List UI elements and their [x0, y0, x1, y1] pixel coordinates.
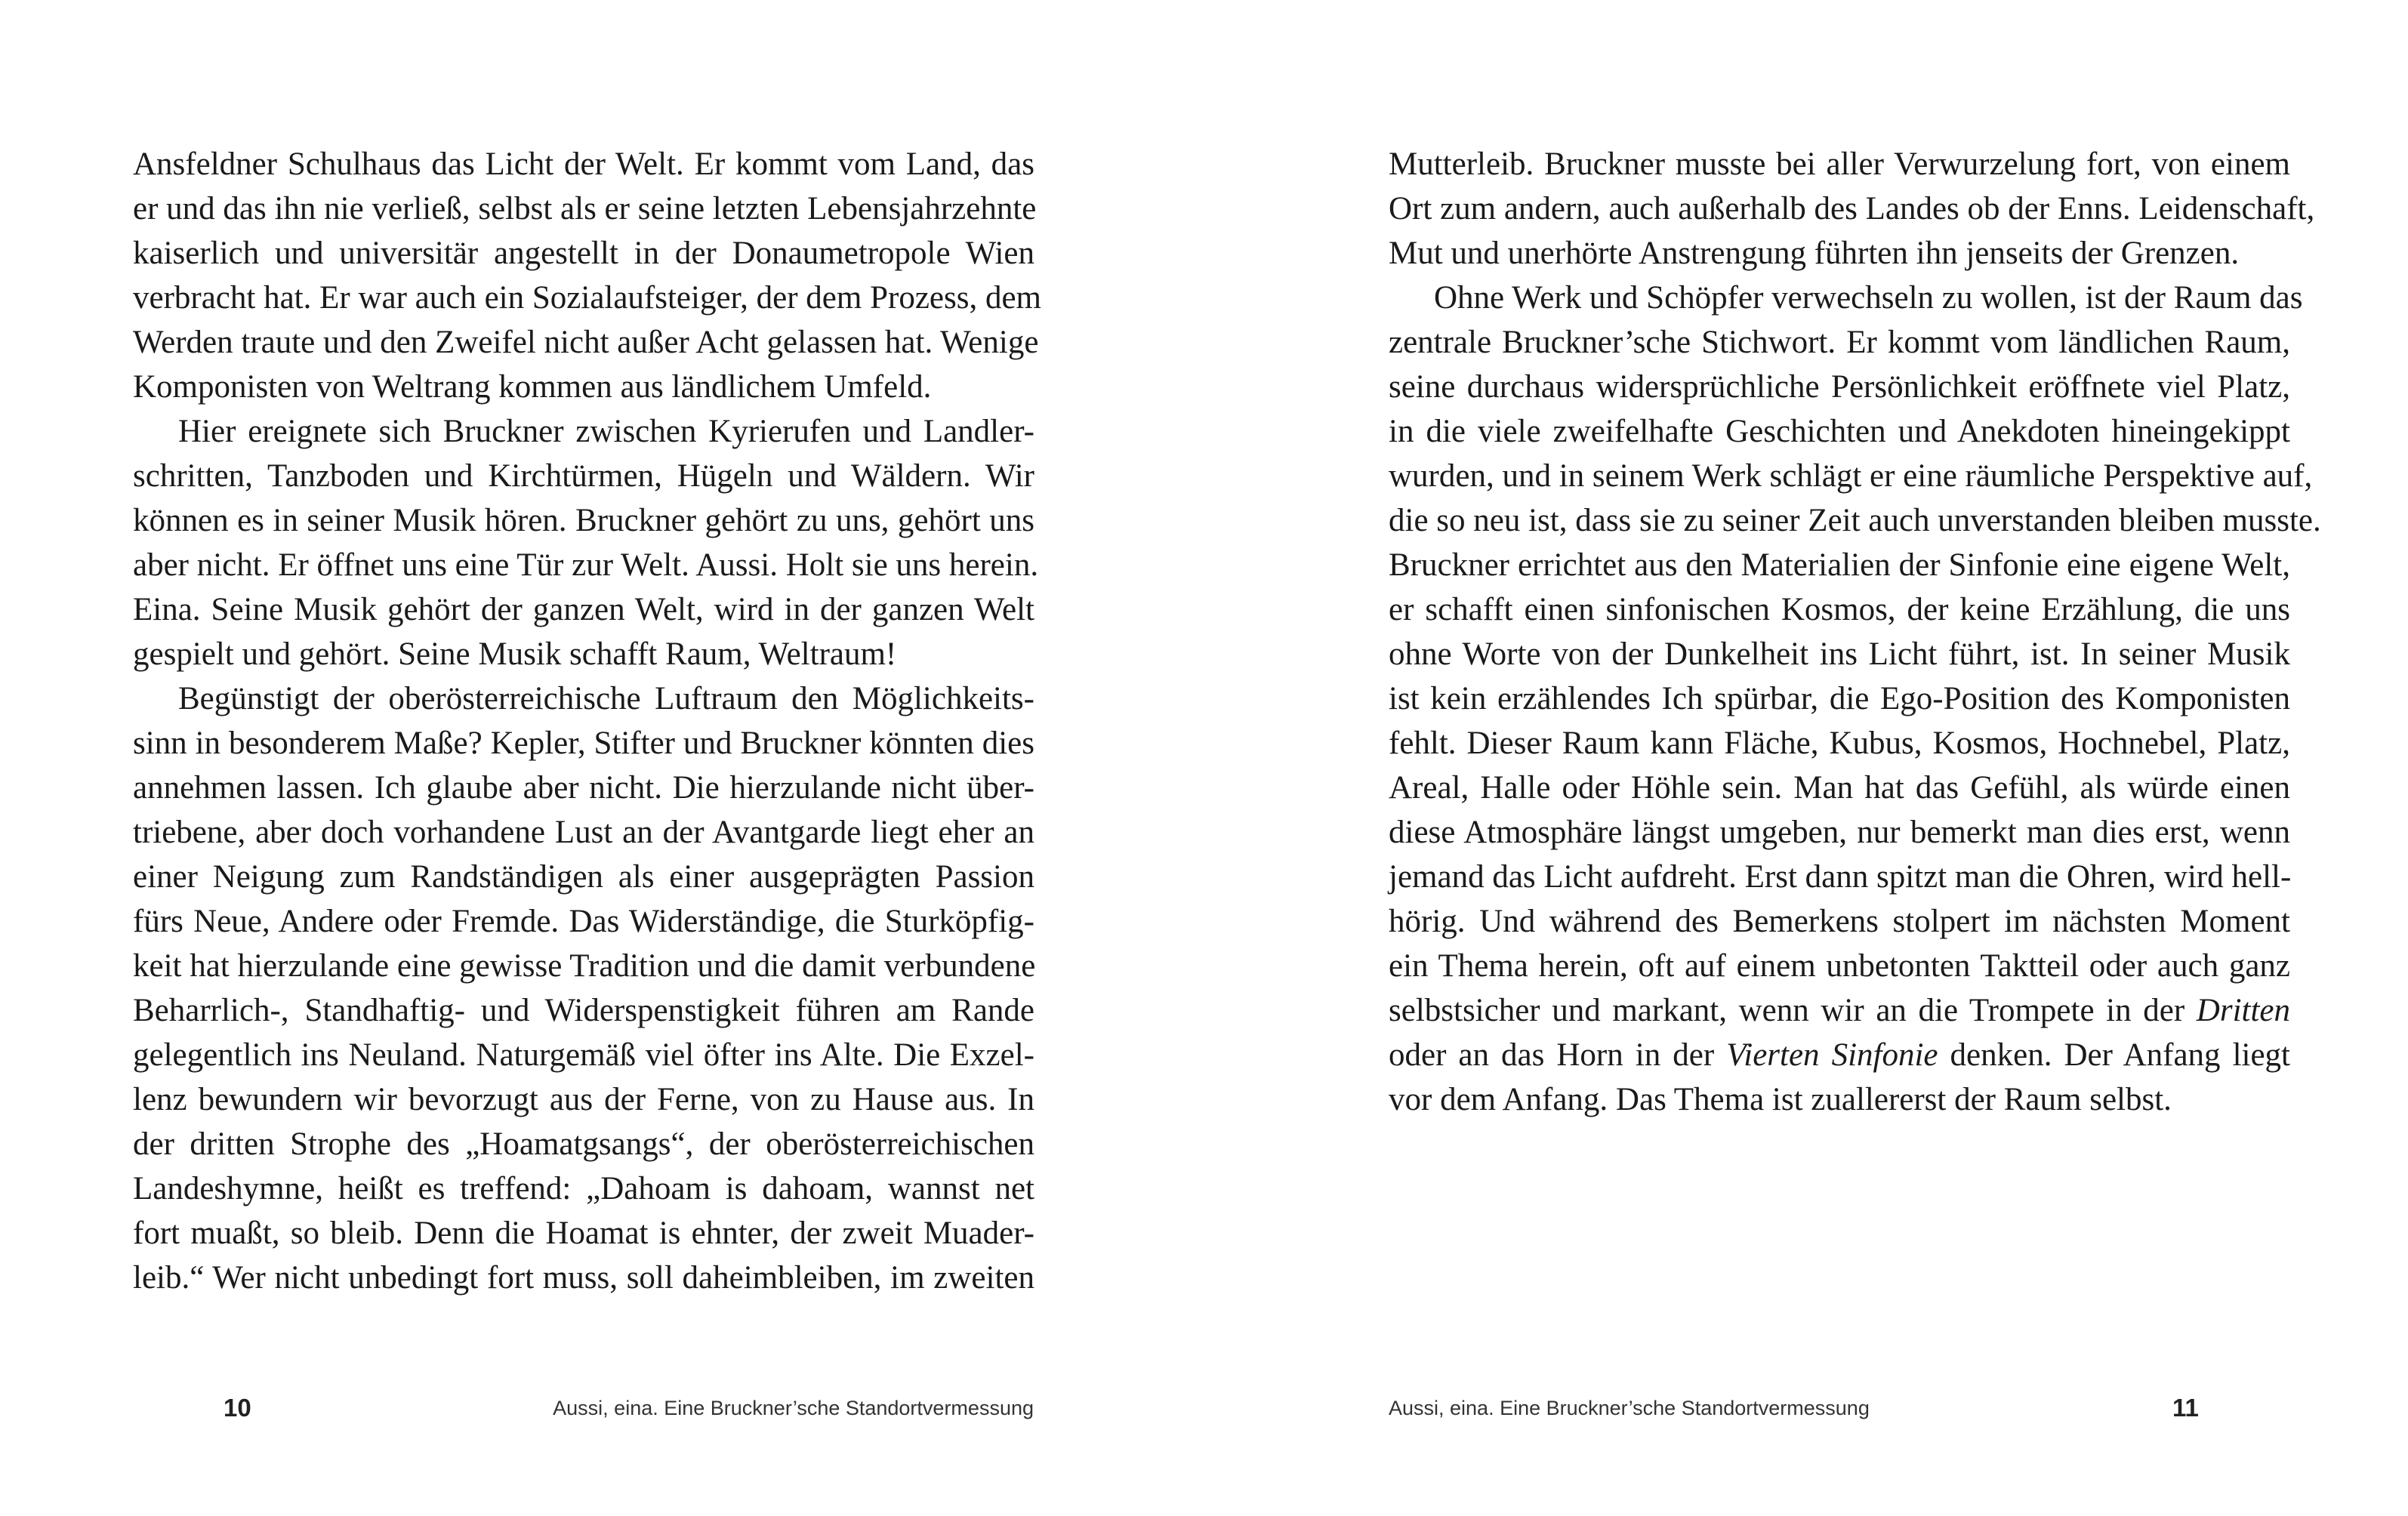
text-line: sinn in besonderem Maße? Kepler, Stifter und Bruckner könnten dies — [133, 726, 1034, 761]
text-line: fehlt. Dieser Raum kann Fläche, Kubus, Kosmos, Hochnebel, Platz, — [1389, 726, 2290, 761]
text-line: Mutterleib. Bruckner musste bei aller Verwurzelung fort, von einem — [1389, 146, 2290, 182]
text-line: Eina. Seine Musik gehört der ganzen Welt, wird in der ganzen Welt — [133, 592, 1034, 627]
text-line: gelegentlich ins Neuland. Naturgemäß viel öfter ins Alte. Die Exzel- — [133, 1037, 1034, 1073]
text-line: lenz bewundern wir bevorzugt aus der Ferne, von zu Hause aus. In — [133, 1082, 1034, 1117]
text-line: gespielt und gehört. Seine Musik schafft Raum, Weltraum! — [133, 636, 897, 672]
text-line: können es in seiner Musik hören. Bruckner gehört zu uns, gehört uns — [133, 503, 1034, 538]
text-line: Ansfeldner Schulhaus das Licht der Welt. Er kommt vom Land, das — [133, 146, 1034, 182]
text-line: der dritten Strophe des „Hoamatgsangs“, der oberösterreichischen — [133, 1126, 1034, 1162]
text-line: verbracht hat. Er war auch ein Sozialaufsteiger, der dem Prozess, dem — [133, 280, 1041, 316]
text-line: Beharrlich-, Standhaftig- und Widerspenstigkeit führen am Rande — [133, 993, 1034, 1028]
text-line: seine durchaus widersprüchliche Persönlichkeit eröffnete viel Platz, — [1389, 369, 2290, 405]
italic-title: Dritten — [2196, 993, 2290, 1028]
text-line: jemand das Licht aufdreht. Erst dann spitzt man die Ohren, wird hell- — [1389, 859, 2292, 895]
right-page — [1204, 0, 2408, 1516]
text-line: hörig. Und während des Bemerkens stolpert im nächsten Moment — [1389, 904, 2290, 939]
text-line: wurden, und in seinem Werk schlägt er eine räumliche Perspektive auf, — [1389, 458, 2313, 494]
text-line: schritten, Tanzboden und Kirchtürmen, Hügeln und Wäldern. Wir — [133, 458, 1034, 494]
text-line: Ohne Werk und Schöpfer verwechseln zu wollen, ist der Raum das — [1434, 280, 2303, 316]
text-line: leib.“ Wer nicht unbedingt fort muss, soll daheimbleiben, im zweiten — [133, 1260, 1034, 1296]
text-line: annehmen lassen. Ich glaube aber nicht. Die hierzulande nicht über- — [133, 770, 1034, 806]
text-line: zentrale Bruckner’sche Stichwort. Er kommt vom ländlichen Raum, — [1389, 325, 2290, 360]
text-line: Hier ereignete sich Bruckner zwischen Kyrierufen und Landler- — [178, 414, 1034, 449]
text-line: Werden traute und den Zweifel nicht außer Acht gelassen hat. Wenige — [133, 325, 1039, 360]
text-run: selbstsicher und markant, wenn wir an die Trompete in der — [1389, 993, 2185, 1028]
text-line: triebene, aber doch vorhandene Lust an der Avantgarde liegt eher an — [133, 815, 1034, 850]
text-line: Ort zum andern, auch außerhalb des Landes ob der Enns. Leidenschaft, — [1389, 191, 2315, 226]
text-line: vor dem Anfang. Das Thema ist zuallererst der Raum selbst. — [1389, 1082, 2172, 1117]
text-line: die so neu ist, dass sie zu seiner Zeit auch unverstanden bleiben musste. — [1389, 503, 2321, 538]
text-line: fürs Neue, Andere oder Fremde. Das Widerständige, die Sturköpfig- — [133, 904, 1034, 939]
text-line — [1389, 1033, 2290, 1077]
text-line: fort muaßt, so bleib. Denn die Hoamat is ehnter, der zweit Muader- — [133, 1216, 1034, 1251]
text-line — [1389, 988, 2290, 1033]
running-title: Aussi, eina. Eine Bruckner’sche Standortvermessung — [553, 1397, 1034, 1419]
italic-title: Vierten Sinfonie — [1726, 1037, 1938, 1073]
text-line: kaiserlich und universitär angestellt in der Donaumetropole Wien — [133, 236, 1034, 271]
page-number: 11 — [2172, 1394, 2199, 1422]
text-line: ohne Worte von der Dunkelheit ins Licht führt, ist. In seiner Musik — [1389, 636, 2290, 672]
text-line: einer Neigung zum Randständigen als einer ausgeprägten Passion — [133, 859, 1034, 895]
text-line: er schafft einen sinfonischen Kosmos, der keine Erzählung, die uns — [1389, 592, 2290, 627]
text-line: keit hat hierzulande eine gewisse Tradition und die damit verbundene — [133, 948, 1036, 984]
text-line: diese Atmosphäre längst umgeben, nur bemerkt man dies erst, wenn — [1389, 815, 2290, 850]
text-run: oder an das Horn in der — [1389, 1037, 1715, 1073]
text-line: ist kein erzählendes Ich spürbar, die Ego-Position des Komponisten — [1389, 681, 2290, 716]
text-line: aber nicht. Er öffnet uns eine Tür zur Welt. Aussi. Holt sie uns herein. — [133, 547, 1039, 583]
text-run: denken. Der Anfang liegt — [1950, 1037, 2291, 1073]
text-line: Komponisten von Weltrang kommen aus ländlichem Umfeld. — [133, 369, 932, 405]
text-line: Begünstigt der oberösterreichische Luftraum den Möglichkeits- — [178, 681, 1034, 716]
text-line: Areal, Halle oder Höhle sein. Man hat das Gefühl, als würde einen — [1389, 770, 2290, 806]
text-line: Mut und unerhörte Anstrengung führten ihn jenseits der Grenzen. — [1389, 236, 2240, 271]
right-page-text — [1389, 142, 2321, 1122]
page-number: 10 — [224, 1394, 251, 1422]
running-title: Aussi, eina. Eine Bruckner’sche Standortvermessung — [1389, 1397, 1870, 1419]
left-page-text — [133, 142, 1041, 1300]
text-line: in die viele zweifelhafte Geschichten und Anekdoten hineingekippt — [1389, 414, 2290, 449]
text-line: ein Thema herein, oft auf einem unbetonten Taktteil oder auch ganz — [1389, 948, 2290, 984]
text-line: Landeshymne, heißt es treffend: „Dahoam is dahoam, wannst net — [133, 1171, 1034, 1206]
text-line: Bruckner errichtet aus den Materialien der Sinfonie eine eigene Welt, — [1389, 547, 2290, 583]
text-line: er und das ihn nie verließ, selbst als er seine letzten Lebensjahrzehnte — [133, 191, 1037, 226]
